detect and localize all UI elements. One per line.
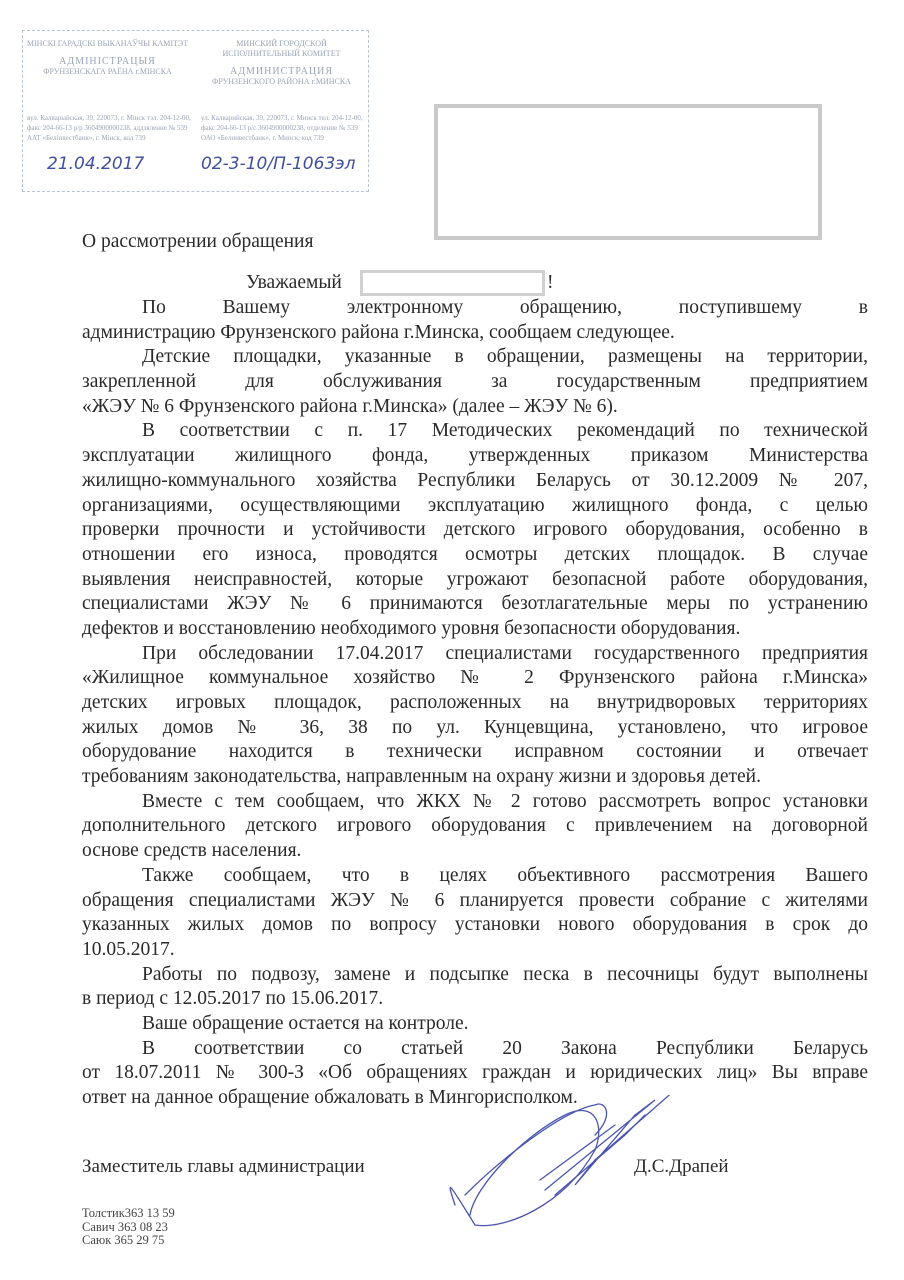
redacted-addressee-block (434, 104, 822, 240)
stamp-right-admin: АДМИНИСТРАЦИЯ (230, 66, 333, 77)
text-line: «ЖЭУ № 6 Фрунзенского района г.Минска» (далее – ЖЭУ № 6). (82, 395, 618, 417)
greeting: Уважаемый (246, 272, 342, 293)
letter-subject: О рассмотрении обращения (82, 231, 314, 252)
paragraph (82, 642, 868, 790)
contact-line: Саюк 365 29 75 (82, 1233, 165, 1247)
text-line: отношении его износа, проводятся осмотры детских площадок. В случае (82, 543, 868, 565)
registration-stamp (22, 30, 369, 192)
text-line: администрацию Фрунзенского района г.Минска, сообщаем следующее. (82, 321, 675, 343)
contact-line: Савич 363 08 23 (82, 1219, 168, 1234)
text-line: В соответствии с п. 17 Методических рекомендаций по технической (142, 420, 868, 442)
paragraph (82, 345, 868, 419)
text-line: указанных жилых домов по вопросу установки нового оборудования в срок до (82, 914, 868, 936)
stamp-left-admin: АДМІНІСТРАЦЫЯ (59, 56, 156, 67)
text-line: Работы по подвозу, замене и подсыпке песка в песочницы будут выполнены (142, 963, 868, 985)
text-line: «Жилищное коммунальное хозяйство № 2 Фрунзенского района г.Минска» (82, 667, 868, 689)
text-line: закрепленной для обслуживания за государственным предприятием (82, 371, 868, 393)
text-line: обращения специалистами ЖЭУ № 6 планируется провести собрание с жителями (82, 889, 868, 911)
text-line: В соответствии со статьей 20 Закона Республики Беларусь (142, 1037, 868, 1059)
greeting-exclamation: ! (547, 272, 554, 293)
text-line: Также сообщаем, что в целях объективного рассмотрения Вашего (142, 864, 868, 886)
text-line: дополнительного детского игрового оборудования с привлечением на договорной (82, 815, 868, 837)
paragraph (82, 790, 868, 864)
letter-body (82, 296, 868, 1111)
contact-line: Толстик363 13 59 (82, 1206, 175, 1220)
handwritten-date: 21.04.2017 (47, 154, 145, 174)
text-line: специалистами ЖЭУ № 6 принимаются безотлагательные меры по устранению (82, 593, 868, 615)
stamp-left-address: вул. Калварыйская, 39, 220073, г. Мінск тэл. 204-12-00, факс 204-66-13 р/р 3604900000238, аддзяленне № 539 ААТ «Белінвестбанк», г. Мінск, код 739 (27, 114, 191, 142)
paragraph (82, 963, 868, 1012)
text-line: Детские площадки, указанные в обращении, размещены на территории, (142, 346, 868, 368)
handwritten-reg-number: 02-3-10/П-1063эл (201, 154, 356, 174)
text-line: Вместе с тем сообщаем, что ЖКХ № 2 готово рассмотреть вопрос установки (142, 790, 868, 812)
stamp-right-header: МИНСКИЙ ГОРОДСКОЙ ИСПОЛНИТЕЛЬНЫЙ КОМИТЕТ (222, 39, 341, 58)
text-line: По Вашему электронному обращению, поступившему в (142, 297, 868, 318)
signatory-role: Заместитель главы администрации (82, 1156, 365, 1177)
text-line: выявления неисправностей, которые угрожают безопасной работе оборудования, (82, 568, 868, 590)
stamp-right-district: ФРУНЗЕНСКОГО РАЙОНА г.МИНСКА (212, 77, 351, 86)
text-line: в период с 12.05.2017 по 15.06.2017. (82, 988, 384, 1010)
text-line: детских игровых площадок, расположенных на внутридворовых территориях (82, 692, 868, 713)
signatory-name: Д.С.Драпей (634, 1156, 729, 1177)
paragraph (82, 296, 868, 345)
paragraph (82, 419, 868, 641)
text-line: организациями, осуществляющими эксплуатацию жилищного фонда, с целью (82, 494, 868, 516)
text-line: требованиям законодательства, направленным на охрану жизни и здоровья детей. (82, 766, 761, 788)
stamp-right-block (199, 39, 364, 87)
stamp-left-header: МІНСКІ ГАРАДСКІ ВЫКАНАЎЧЫ КАМІТЭТ (26, 39, 189, 48)
stamp-right-address: ул. Калварийская, 39, 220073, г. Минск тел. 204-12-00, факс 204-66-13 р/с 3604900000238, отделение № 539 ОАО «Белинвестбанк», г. Минск, код 739 (201, 114, 363, 142)
text-line: жилищно-коммунального хозяйства Республики Беларусь от 30.12.2009 № 207, (82, 469, 868, 491)
paragraph (82, 864, 868, 963)
text-line: ответ на данное обращение обжаловать в Мингорисполком. (82, 1087, 578, 1108)
paragraph (82, 1012, 868, 1037)
redacted-name (360, 270, 545, 296)
text-line: дефектов и восстановлению необходимого уровня безопасности оборудования. (82, 617, 741, 639)
text-line: 10.05.2017. (82, 938, 175, 960)
text-line: проверки прочности и устойчивости детского игрового оборудования, особенно в (82, 519, 868, 541)
text-line: от 18.07.2011 № 300-З «Об обращениях граждан и юридических лиц» Вы вправе (82, 1062, 868, 1084)
text-line: оборудование находится в технически исправном состоянии и отвечает (82, 741, 868, 763)
text-line: При обследовании 17.04.2017 специалистами государственного предприятия (142, 642, 868, 664)
text-line: основе средств населения. (82, 840, 302, 862)
text-line: жилых домов № 36, 38 по ул. Кунцевщина, установлено, что игровое (82, 716, 868, 738)
stamp-left-block (25, 39, 190, 77)
text-line: Ваше обращение остается на контроле. (142, 1012, 469, 1034)
stamp-left-district: ФРУНЗЕНСКАГА РАЁНА г.МІНСКА (43, 67, 172, 76)
text-line: эксплуатации жилищного фонда, утвержденных приказом Министерства (82, 445, 868, 467)
contact-list (82, 1207, 175, 1248)
